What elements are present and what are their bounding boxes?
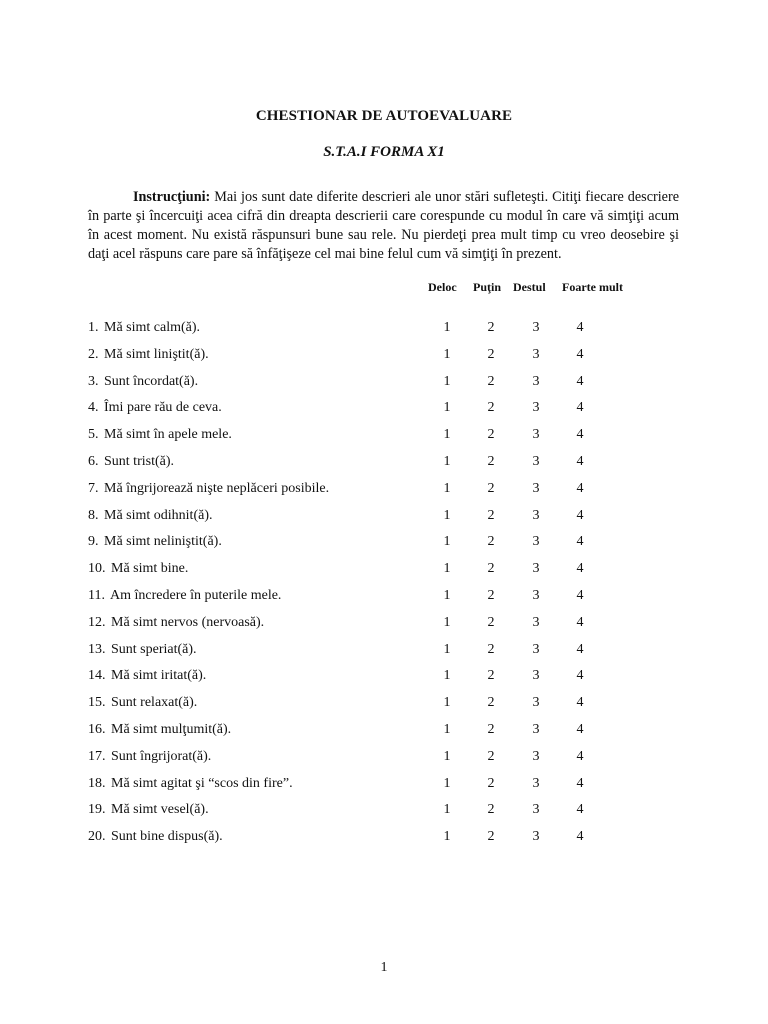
rating-option-1[interactable]: 1 [443, 695, 451, 711]
item-statement: Mă simt iritat(ă). [111, 668, 207, 684]
rating-option-1[interactable]: 1 [443, 480, 451, 496]
questionnaire-item [88, 427, 688, 454]
rating-option-3[interactable]: 3 [532, 641, 540, 657]
instructions-lead: Instrucţiuni: [133, 189, 211, 205]
rating-option-1[interactable]: 1 [443, 373, 451, 389]
rating-option-4[interactable]: 4 [576, 346, 584, 362]
item-number: 14. [88, 668, 106, 684]
rating-option-1[interactable]: 1 [443, 775, 451, 791]
rating-option-3[interactable]: 3 [532, 346, 540, 362]
questionnaire-item [88, 829, 688, 856]
rating-option-2[interactable]: 2 [487, 561, 495, 577]
rating-option-4[interactable]: 4 [576, 534, 584, 550]
rating-option-4[interactable]: 4 [576, 320, 584, 335]
item-number: 15. [88, 695, 106, 711]
rating-option-4[interactable]: 4 [576, 695, 584, 711]
questionnaire-item [88, 588, 688, 615]
item-number: 3. [88, 373, 99, 389]
questionnaire-item [88, 481, 688, 508]
item-number: 12. [88, 614, 106, 630]
rating-option-4[interactable]: 4 [576, 561, 584, 577]
questionnaire-item [88, 668, 688, 695]
rating-option-4[interactable]: 4 [576, 802, 584, 818]
rating-option-3[interactable]: 3 [532, 695, 540, 711]
item-statement: Mă simt vesel(ă). [111, 802, 209, 818]
item-number: 13. [88, 641, 106, 657]
item-statement: Sunt trist(ă). [104, 453, 174, 469]
item-statement: Mă simt nervos (nervoasă). [111, 614, 265, 630]
item-statement: Mă simt în apele mele. [104, 427, 232, 443]
rating-option-3[interactable]: 3 [532, 802, 540, 818]
rating-option-2[interactable]: 2 [487, 668, 495, 684]
item-number: 4. [88, 400, 99, 416]
rating-option-4[interactable]: 4 [576, 748, 584, 764]
item-number: 7. [88, 480, 99, 496]
instructions-text: Mai jos sunt date diferite descrieri ale unor stări sufleteşti. Citiţi fiecare descriere în parte şi încercuiţi acea cifră din dreapta descrierii care corespunde cu modul în care vă simţiţi acum în acest moment. Nu există răspunsuri bune sau rele. Nu pierdeţi prea mult timp cu vreo deosebire şi daţi acel răspuns care pare să înfăţişeze cel mai bine felul cum vă simţiţi în prezent. [88, 189, 679, 262]
questionnaire-item [88, 776, 688, 803]
column-header-putin: Puţin [473, 280, 502, 294]
rating-option-1[interactable]: 1 [443, 721, 451, 737]
item-number: 2. [88, 346, 99, 362]
rating-option-1[interactable]: 1 [443, 641, 451, 657]
item-statement: Mă îngrijorează nişte neplăceri posibile. [104, 480, 330, 496]
rating-option-1[interactable]: 1 [443, 453, 451, 469]
rating-option-3[interactable]: 3 [532, 373, 540, 389]
rating-option-2[interactable]: 2 [487, 748, 495, 764]
rating-option-1[interactable]: 1 [443, 400, 451, 416]
rating-option-3[interactable]: 3 [532, 668, 540, 684]
questionnaire-item [88, 454, 688, 481]
item-statement: Mă simt liniştit(ă). [104, 346, 209, 362]
rating-option-3[interactable]: 3 [532, 400, 540, 416]
rating-option-4[interactable]: 4 [576, 829, 584, 845]
rating-option-3[interactable]: 3 [532, 614, 540, 630]
rating-option-1[interactable]: 1 [443, 507, 451, 523]
rating-option-2[interactable]: 2 [487, 695, 495, 711]
column-header-deloc: Deloc [428, 280, 457, 294]
rating-option-2[interactable]: 2 [487, 480, 495, 496]
questionnaire-item [88, 615, 688, 642]
item-number: 16. [88, 721, 106, 737]
item-number: 8. [88, 507, 99, 523]
item-statement: Sunt speriat(ă). [111, 641, 197, 657]
rating-option-1[interactable]: 1 [443, 587, 451, 603]
rating-option-3[interactable]: 3 [532, 775, 540, 791]
item-statement: Mă simt mulţumit(ă). [111, 721, 232, 737]
rating-option-4[interactable]: 4 [576, 453, 584, 469]
item-number: 19. [88, 802, 106, 818]
rating-option-1[interactable]: 1 [443, 561, 451, 577]
rating-option-2[interactable]: 2 [487, 373, 495, 389]
column-header-destul: Destul [513, 280, 546, 294]
rating-option-4[interactable]: 4 [576, 507, 584, 523]
page-number: 1 [380, 960, 388, 975]
rating-option-4[interactable]: 4 [576, 721, 584, 737]
item-statement: Sunt bine dispus(ă). [111, 829, 223, 845]
rating-option-3[interactable]: 3 [532, 748, 540, 764]
item-statement: Îmi pare rău de ceva. [104, 400, 222, 416]
rating-option-2[interactable]: 2 [487, 829, 495, 845]
rating-option-2[interactable]: 2 [487, 587, 495, 603]
item-number: 20. [88, 829, 106, 845]
rating-option-4[interactable]: 4 [576, 614, 584, 630]
item-number: 9. [88, 534, 99, 550]
questionnaire-item [88, 749, 688, 776]
rating-option-2[interactable]: 2 [487, 802, 495, 818]
questionnaire-item [88, 400, 688, 427]
questionnaire-item [88, 802, 688, 829]
questionnaire-items [88, 320, 688, 856]
rating-option-2[interactable]: 2 [487, 427, 495, 443]
column-headers [0, 280, 768, 296]
item-number: 1. [88, 320, 99, 335]
rating-option-1[interactable]: 1 [443, 668, 451, 684]
rating-option-2[interactable]: 2 [487, 534, 495, 550]
item-statement: Sunt îngrijorat(ă). [111, 748, 212, 764]
questionnaire-item [88, 695, 688, 722]
rating-option-4[interactable]: 4 [576, 427, 584, 443]
rating-option-2[interactable]: 2 [487, 507, 495, 523]
questionnaire-item [88, 508, 688, 535]
rating-option-3[interactable]: 3 [532, 561, 540, 577]
item-number: 6. [88, 453, 99, 469]
item-statement: Mă simt agitat şi “scos din fire”. [111, 775, 293, 791]
rating-option-1[interactable]: 1 [443, 320, 451, 335]
rating-option-2[interactable]: 2 [487, 453, 495, 469]
rating-option-1[interactable]: 1 [443, 427, 451, 443]
questionnaire-item [88, 534, 688, 561]
rating-option-3[interactable]: 3 [532, 721, 540, 737]
rating-option-3[interactable]: 3 [532, 587, 540, 603]
item-number: 10. [88, 561, 106, 577]
document-title: CHESTIONAR DE AUTOEVALUARE [255, 108, 513, 124]
item-statement: Mă simt odihnit(ă). [104, 507, 213, 523]
rating-option-3[interactable]: 3 [532, 829, 540, 845]
rating-option-2[interactable]: 2 [487, 641, 495, 657]
column-header-foarte-mult: Foarte mult [562, 280, 623, 294]
rating-option-2[interactable]: 2 [487, 320, 495, 335]
rating-option-2[interactable]: 2 [487, 400, 495, 416]
item-number: 17. [88, 748, 106, 764]
questionnaire-item [88, 374, 688, 401]
item-statement: Am încredere în puterile mele. [110, 587, 282, 603]
item-statement: Sunt încordat(ă). [104, 373, 199, 389]
questionnaire-item [88, 561, 688, 588]
rating-option-1[interactable]: 1 [443, 534, 451, 550]
rating-option-1[interactable]: 1 [443, 748, 451, 764]
questionnaire-item [88, 722, 688, 749]
instructions-paragraph [88, 188, 679, 264]
questionnaire-item [88, 347, 688, 374]
rating-option-4[interactable]: 4 [576, 587, 584, 603]
item-statement: Mă simt bine. [111, 561, 189, 577]
rating-option-2[interactable]: 2 [487, 346, 495, 362]
rating-option-4[interactable]: 4 [576, 641, 584, 657]
document-subtitle: S.T.A.I FORMA X1 [323, 144, 445, 160]
rating-option-4[interactable]: 4 [576, 373, 584, 389]
item-statement: Mă simt calm(ă). [104, 320, 201, 335]
rating-option-1[interactable]: 1 [443, 829, 451, 845]
item-statement: Mă simt neliniştit(ă). [104, 534, 222, 550]
rating-option-3[interactable]: 3 [532, 534, 540, 550]
rating-option-2[interactable]: 2 [487, 721, 495, 737]
rating-option-3[interactable]: 3 [532, 453, 540, 469]
rating-option-4[interactable]: 4 [576, 480, 584, 496]
item-number: 11. [88, 587, 105, 603]
item-statement: Sunt relaxat(ă). [111, 695, 198, 711]
questionnaire-item [88, 642, 688, 669]
rating-option-3[interactable]: 3 [532, 480, 540, 496]
item-number: 5. [88, 427, 99, 443]
rating-option-3[interactable]: 3 [532, 320, 540, 335]
rating-option-3[interactable]: 3 [532, 507, 540, 523]
questionnaire-item [88, 320, 688, 347]
rating-option-2[interactable]: 2 [487, 775, 495, 791]
rating-option-3[interactable]: 3 [532, 427, 540, 443]
rating-option-4[interactable]: 4 [576, 775, 584, 791]
item-number: 18. [88, 775, 106, 791]
rating-option-1[interactable]: 1 [443, 614, 451, 630]
rating-option-1[interactable]: 1 [443, 346, 451, 362]
rating-option-2[interactable]: 2 [487, 614, 495, 630]
rating-option-4[interactable]: 4 [576, 668, 584, 684]
rating-option-1[interactable]: 1 [443, 802, 451, 818]
rating-option-4[interactable]: 4 [576, 400, 584, 416]
